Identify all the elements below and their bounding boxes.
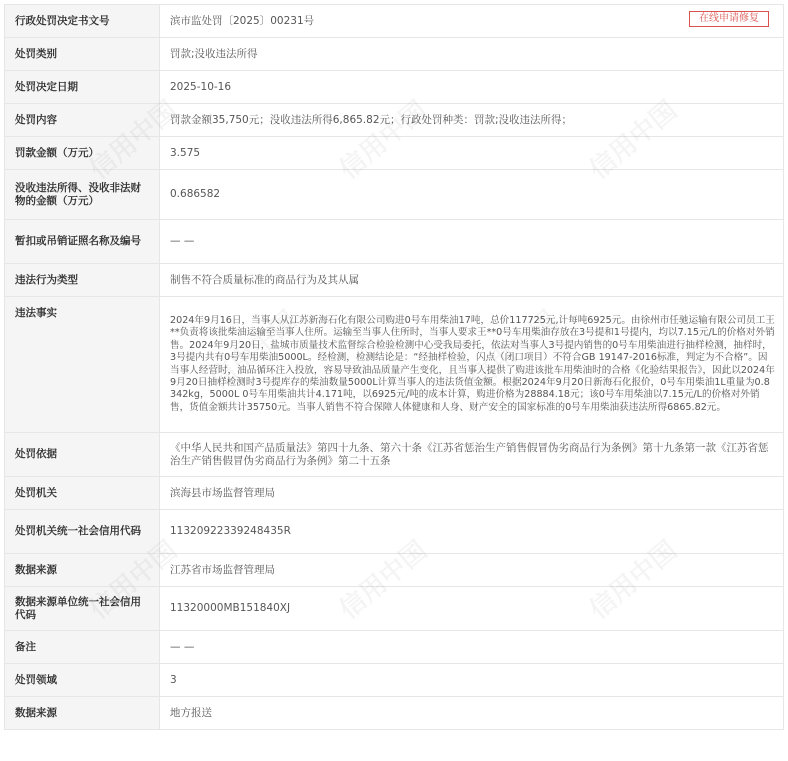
field-value: — — [160, 631, 784, 664]
field-value: 2025-10-16 [160, 71, 784, 104]
table-row [5, 510, 784, 554]
table-row [5, 170, 784, 220]
field-value: 3.575 [160, 137, 784, 170]
field-value: 罚款金额35,750元；没收违法所得6,865.82元；行政处罚种类：罚款;没收违法所得； [160, 104, 784, 137]
field-label: 数据来源单位统一社会信用代码 [5, 587, 160, 631]
field-value: 滨市监处罚〔2025〕00231号 [170, 14, 315, 27]
field-label: 罚款金额（万元） [5, 137, 160, 170]
field-value: 罚款;没收违法所得 [160, 38, 784, 71]
table-row [5, 137, 784, 170]
field-value-cell [160, 5, 784, 38]
table-row [5, 297, 784, 433]
field-label: 处罚类别 [5, 38, 160, 71]
table-row [5, 38, 784, 71]
table-row [5, 71, 784, 104]
field-label: 暂扣或吊销证照名称及编号 [5, 220, 160, 264]
field-value: 江苏省市场监督管理局 [160, 554, 784, 587]
table-row [5, 631, 784, 664]
field-value: 11320922339248435R [160, 510, 784, 554]
table-row [5, 220, 784, 264]
field-label: 没收违法所得、没收非法财物的金额（万元） [5, 170, 160, 220]
field-label: 行政处罚决定书文号 [5, 5, 160, 38]
field-label: 处罚内容 [5, 104, 160, 137]
field-value: 11320000MB151840XJ [160, 587, 784, 631]
table-row [5, 104, 784, 137]
table-row [5, 264, 784, 297]
field-value: 地方报送 [160, 697, 784, 730]
field-label: 备注 [5, 631, 160, 664]
field-label: 违法事实 [5, 297, 160, 433]
table-row [5, 5, 784, 38]
penalty-info-table [4, 4, 784, 730]
table-row [5, 587, 784, 631]
field-value: 滨海县市场监督管理局 [160, 477, 784, 510]
field-value: 2024年9月16日，当事人从江苏新海石化有限公司购进0号车用柴油17吨，总价117725元,计每吨6925元。由徐州市任驰运输有限公司员工王**负责将该批柴油运输至当事人住所。运输至当事人住所时，当事人要求王**0号车用柴油存放在3号提和1号提内，均以7.15元/L的价格对外销售。2024年9月20日，盐城市质量技术监督综合检验检测中心受我局委托，依法对当事人3号提内销售的0号车用柴油进行抽样检测，抽样时，3号提内共有0号车用柴油5000L。经检测，检测结论是：“经抽样检验，闪点（闭口项目）不符合GB 19147-2016标准，判定为不合格”。因当事人经营时，油品循环注入投放，容易导致油品质量产生变化，且当事人提供了购进该批车用柴油时的合格《化验结果报告》，因此以2024年9月20日抽样检测时3号提库存的柴油数量5000L计算当事人的违法货值金额。根据2024年9月20日新海石化报价，0号车用柴油1L重量为0.8342kg，5000L 0号车用柴油共计4.171吨，以6925元/吨的成本计算，购进价格为28884.18元；该0号车用柴油以7.15元/L的价格对外销售，货值金额共计35750元。当事人销售不符合保障人体健康和人身、财产安全的国家标准的0号车用柴油获违法所得6865.82元。 [160, 297, 784, 433]
online-repair-button[interactable]: 在线申请修复 [689, 11, 769, 27]
table-row [5, 433, 784, 477]
field-value: 制售不符合质量标准的商品行为及其从属 [160, 264, 784, 297]
field-label: 数据来源 [5, 554, 160, 587]
field-label: 处罚依据 [5, 433, 160, 477]
field-label: 处罚领域 [5, 664, 160, 697]
table-row [5, 477, 784, 510]
field-label: 违法行为类型 [5, 264, 160, 297]
field-value: — — [160, 220, 784, 264]
table-row [5, 554, 784, 587]
field-value: 0.686582 [160, 170, 784, 220]
field-value: 3 [160, 664, 784, 697]
table-row [5, 664, 784, 697]
field-label: 数据来源 [5, 697, 160, 730]
field-label: 处罚决定日期 [5, 71, 160, 104]
field-value: 《中华人民共和国产品质量法》第四十九条、第六十条《江苏省惩治生产销售假冒伪劣商品行为条例》第十九条第一款《江苏省惩治生产销售假冒伪劣商品行为条例》第二十五条 [160, 433, 784, 477]
field-label: 处罚机关 [5, 477, 160, 510]
table-row [5, 697, 784, 730]
field-label: 处罚机关统一社会信用代码 [5, 510, 160, 554]
